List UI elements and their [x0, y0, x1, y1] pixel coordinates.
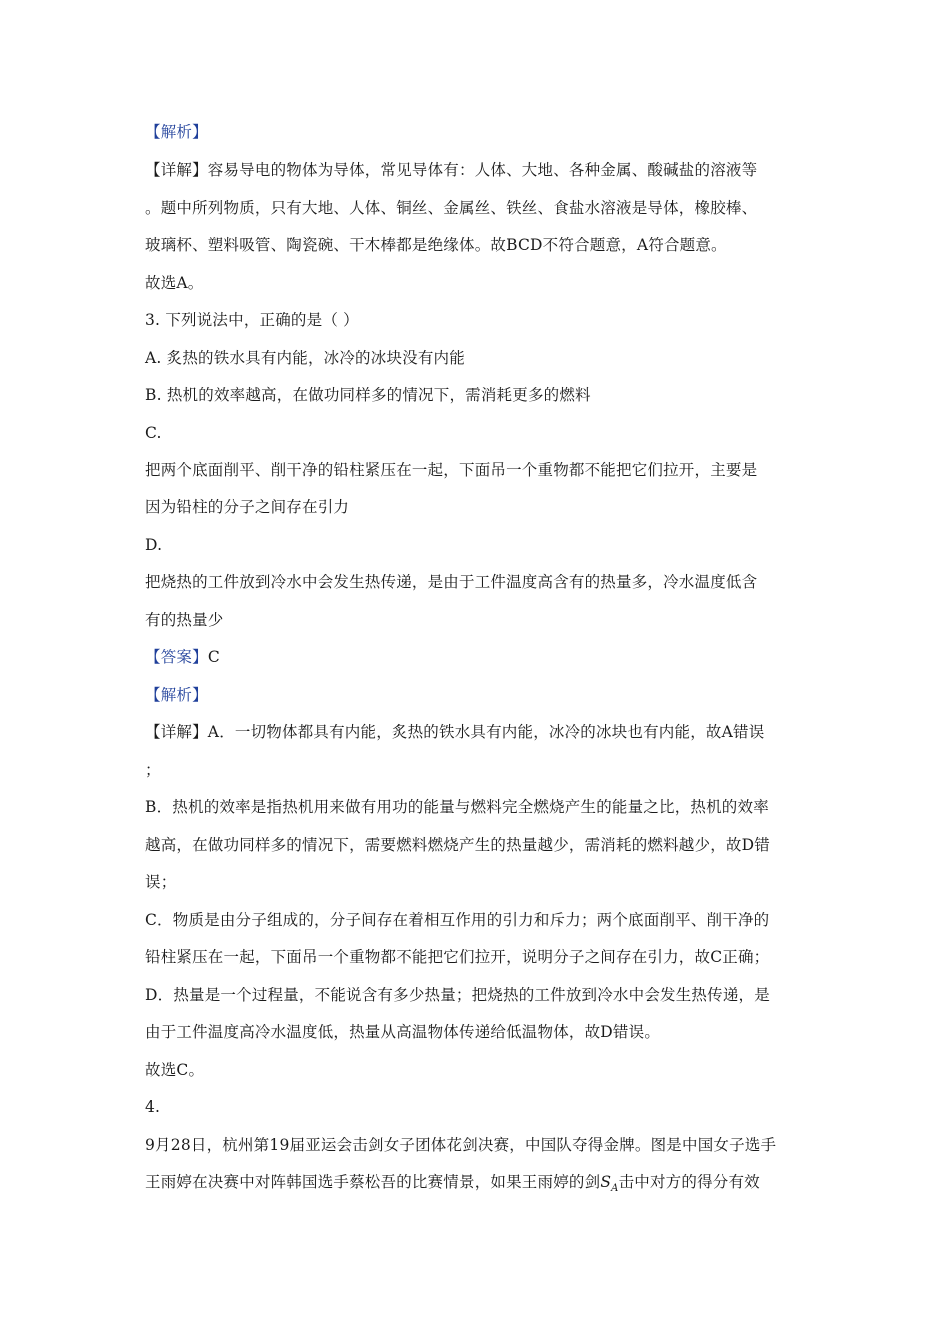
question-3-stem: 3. 下列说法中，正确的是（ ）: [145, 311, 359, 329]
option-a: A. 炙热的铁水具有内能，冰冷的冰块没有内能: [145, 349, 465, 367]
option-b: B. 热机的效率越高，在做功同样多的情况下，需消耗更多的燃料: [145, 386, 591, 404]
question-4-number: 4.: [145, 1098, 161, 1116]
option-d-text: 有的热量少: [145, 611, 224, 629]
option-d-label: D.: [145, 536, 163, 554]
paragraph-line: 由于工件温度高冷水温度低，热量从高温物体传递给低温物体，故D错误。: [145, 1023, 661, 1041]
paragraph-line: B．热机的效率是指热机用来做有用功的能量与燃料完全燃烧产生的能量之比，热机的效率: [145, 798, 769, 816]
paragraph-line: 铅柱紧压在一起，下面吊一个重物都不能把它们拉开，说明分子之间存在引力，故C正确；: [145, 948, 770, 966]
paragraph-line: 故选A。: [145, 274, 204, 292]
option-c-text: 把两个底面削平、削干净的铅柱紧压在一起，下面吊一个重物都不能把它们拉开，主要是: [145, 461, 758, 479]
paragraph-line: 玻璃杯、塑料吸管、陶瓷碗、干木棒都是绝缘体。故BCD不符合题意，A符合题意。: [145, 236, 727, 254]
question-4-stem: 王雨婷在决赛中对阵韩国选手蔡松吾的比赛情景，如果王雨婷的剑$S_A$击中对方的得分有效: [145, 1173, 760, 1195]
section-label-analysis: 【解析】: [145, 686, 208, 704]
paragraph-line: D．热量是一个过程量，不能说含有多少热量；把烧热的工件放到冷水中会发生热传递，是: [145, 986, 770, 1004]
paragraph-line: 越高，在做功同样多的情况下，需要燃料燃烧产生的热量越少，需消耗的燃料越少，故D错: [145, 836, 770, 854]
question-4-stem: 9月28日，杭州第19届亚运会击剑女子团体花剑决赛，中国队夺得金牌。图是中国女子选手: [145, 1136, 777, 1154]
answer-line: 【答案】C: [145, 648, 220, 666]
paragraph-line: 故选C。: [145, 1061, 205, 1079]
paragraph-line: C．物质是由分子组成的，分子间存在着相互作用的引力和斥力；两个底面削平、削干净的: [145, 911, 770, 929]
math-symbol: $S_A$: [600, 1173, 619, 1195]
option-d-text: 把烧热的工件放到冷水中会发生热传递，是由于工件温度高含有的热量多，冷水温度低含: [145, 573, 758, 591]
section-label-analysis: 【解析】: [145, 123, 208, 141]
paragraph-line: 【详解】A．一切物体都具有内能，炙热的铁水具有内能，冰冷的冰块也有内能，故A错误: [145, 723, 765, 741]
option-c-text: 因为铅柱的分子之间存在引力: [145, 498, 350, 516]
paragraph-line: ；: [145, 761, 161, 779]
paragraph-line: 。题中所列物质，只有大地、人体、铜丝、金属丝、铁丝、食盐水溶液是导体，橡胶棒、: [145, 199, 758, 217]
paragraph-line: 【详解】容易导电的物体为导体，常见导体有：人体、大地、各种金属、酸碱盐的溶液等: [145, 161, 758, 179]
option-c-label: C.: [145, 424, 162, 442]
paragraph-line: 误；: [145, 873, 177, 891]
